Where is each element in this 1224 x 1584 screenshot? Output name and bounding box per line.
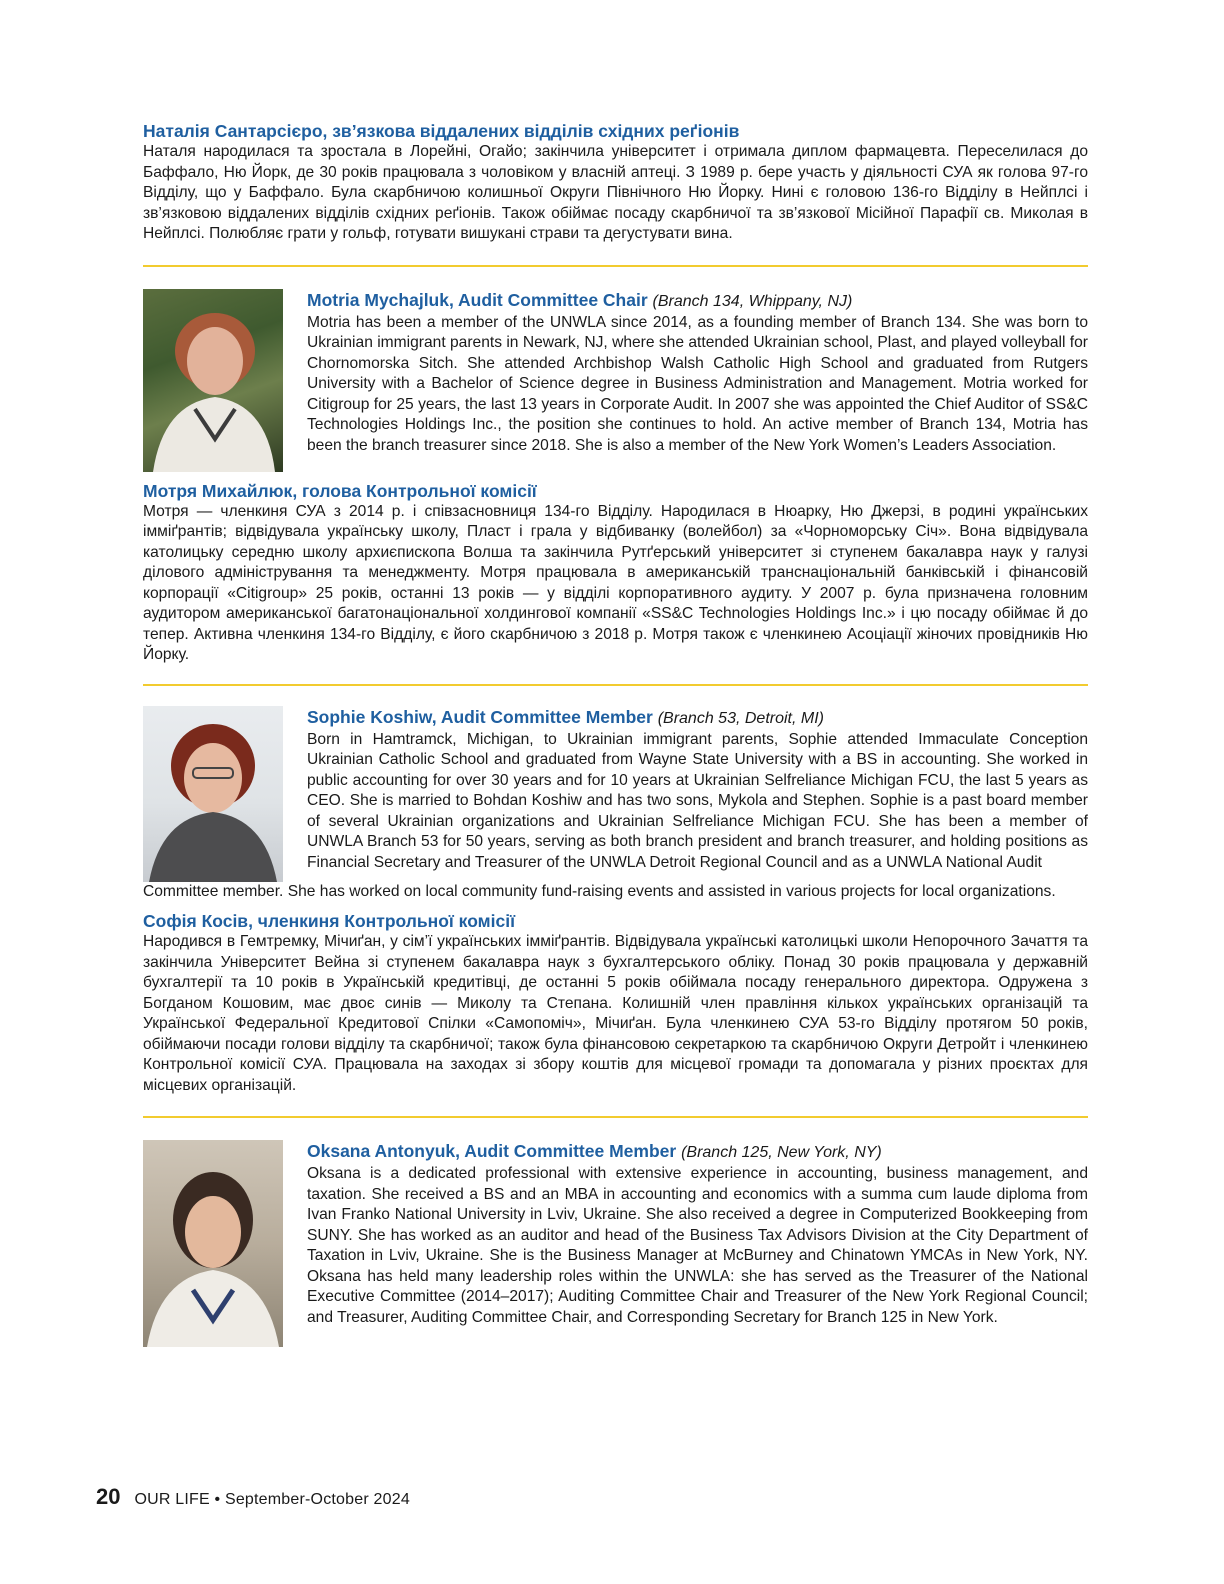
page-content xyxy=(143,120,1088,1347)
ua-heading-koshiw: Софія Косів, членкиня Контрольної комісії xyxy=(143,911,515,931)
publication-info: OUR LIFE • September-October 2024 xyxy=(134,1491,410,1508)
portrait-figure xyxy=(143,706,283,882)
bio-text-mychajluk: Motria has been a member of the UNWLA since 2014, as a founding member of Branch 134. She was born to Ukrainian immigrant parents in Newark, NJ, where she attended Ukrainian school, Plast, and played volleyball for Chornomorska Sitch. She attended Archbishop Walsh Catholic High School and graduated from Rutgers University with a Bachelor of Science degree in Business Administration and Management. Motria worked for Citigroup for 25 years, the last 13 years in Corporate Audit. In 2007 she was appointed the Chief Auditor of SS&C Technologies Holdings Inc., the position she continues to hold. An active member of Branch 134, Motria has been the branch treasurer since 2018. She is also a member of the New York Women’s Leaders Association. xyxy=(307,313,1088,454)
branch-label-antonyuk: (Branch 125, New York, NY) xyxy=(681,1144,882,1161)
page-footer xyxy=(96,1484,410,1510)
portrait-photo-koshiw xyxy=(143,706,283,882)
profile-heading-mychajluk xyxy=(307,289,1088,313)
profile-name-mychajluk: Motria Mychajluk, Audit Committee Chair xyxy=(307,289,648,310)
divider-rule xyxy=(143,265,1088,267)
bio-text-koshiw-continued: Committee member. She has worked on local community fund-raising events and assisted in various projects for local organizations. xyxy=(143,882,1056,900)
profile-koshiw xyxy=(143,706,1088,882)
branch-label-mychajluk: (Branch 134, Whippany, NJ) xyxy=(652,292,853,310)
portrait-figure xyxy=(143,289,283,472)
bio-block-mychajluk xyxy=(307,289,1088,472)
ua-heading-mychajluk: Мотря Михайлюк, голова Контрольної комісії xyxy=(143,480,537,501)
profile-name-antonyuk: Oksana Antonyuk, Audit Committee Member xyxy=(307,1141,677,1161)
profile-heading-antonyuk xyxy=(307,1140,1088,1164)
divider-rule xyxy=(143,1116,1088,1118)
ua-bio-text-koshiw: Народився в Гемтремку, Мічиґан, у сім’ї українських імміґрантів. Відвідувала українські католицькі школи Непорочного Зачаття та закінчила Університет Вейна зі ступенем бакалавра наук з бухгалтерського обліку. Понад 30 років працювала у державній бухгалтерії та 10 років в Українській кредитівці, де останні 5 років обіймала посаду генерального директора. Одружена з Богданом Кошовим, має двоє синів — Миколу та Степана. Колишній член правління кількох українських організацій та Української Федеральної Кредитової Спілки «Самопоміч», Мічиґан. Була членкинею СУА 53-го Відділу протягом 50 років, обіймаючи посади голови відділу та скарбничої; також була фінансовою секретаркою та скарбничою Округи Детройт і членкинею Контрольної комісії СУА. Працювала на заходах зі збору коштів для місцевої громади та допомагала у різних проєктах для місцевих організацій. xyxy=(143,933,1088,1094)
profile-mychajluk xyxy=(143,289,1088,472)
profile-antonyuk xyxy=(143,1140,1088,1347)
ua-bio-text-mychajluk: Мотря — членкиня СУА з 2014 р. і співзасновниця 134-го Відділу. Народилася в Нюарку, Ню Джерзі, в родині українських імміґрантів; відвідувала українську школу, Пласт і грала у відбиванку (волейбол) за «Чорноморську Січ». Вона відвідувала католицьку середню школу архиєпископа Волша та закінчила Рутґерський університет зі ступенем бакалавра наук у галузі ділового адміністрування та менеджменту. Мотря працювала в американській транснаціональній банківській і фінансовій корпорації «Citigroup» 25 років, останні 13 років — у відділі корпоративного аудиту. У 2007 р. була призначена головним аудитором американської багатонаціональної холдингової компанії «SS&C Technologies Holdings Inc.» і цю посаду обіймає й до тепер. Активна членкиня 134-го Відділу, є його скарбничою з 2018 р. Мотря також є членкинею Асоціації жіночих провідників Ню Йорку. xyxy=(143,502,1088,663)
bio-text-antonyuk: Oksana is a dedicated professional with extensive experience in accounting, business management, and taxation. She received a BS and an MBA in accounting and economics with a summa cum laude diploma from Ivan Franko National University in Lviv, Ukraine. She also received a degree in Computerized Bookkeeping from SUNY. She has worked as an auditor and head of the Business Tax Advisors Division at the City Department of Taxation in Lviv, Ukraine. She is the Business Manager at McBurney and Chinatown YMCAs in New York, NY. Oksana has held many leadership roles within the UNWLA: she has served as the Treasurer of the National Executive Committee (2014–2017); Auditing Committee Chair and Treasurer of the New York Regional Council; and Treasurer, Auditing Committee Chair, and Corresponding Secretary for Branch 125 in New York. xyxy=(307,1165,1088,1326)
portrait-figure xyxy=(143,1140,283,1347)
bio-block-koshiw xyxy=(307,706,1088,882)
portrait-photo-antonyuk xyxy=(143,1140,283,1347)
bio-block-antonyuk xyxy=(307,1140,1088,1347)
profile-name-koshiw: Sophie Koshiw, Audit Committee Member xyxy=(307,706,653,727)
divider-rule xyxy=(143,684,1088,686)
section-heading-santarsiero: Наталія Сантарсієро, зв’язкова віддалених відділів східних реґіонів xyxy=(143,121,740,141)
bio-text-santarsiero: Наталя народилася та зростала в Лорейні, Огайо; закінчила університет і отримала диплом фармацевта. Переселилася до Баффало, Ню Йорк, де 30 років працювала з чоловіком у власній аптеці. З 1989 р. бере участь у діяльності СУА як голова 97-го Відділу, що у Баффало. Була скарбничою колишньої Округи Північного Ню Йорку. Нині є головою 136-го Відділу в Нейплсі і зв’язковою віддалених відділів східних реґіонів. Також обіймає посаду скарбничої та зв’язкової Місійної Парафії св. Миколая в Нейплсі. Полюбляє грати у гольф, готувати вишукані страви та дегустувати вина. xyxy=(143,143,1088,242)
branch-label-koshiw: (Branch 53, Detroit, MI) xyxy=(657,709,824,727)
profile-heading-koshiw xyxy=(307,706,1088,730)
portrait-photo-mychajluk xyxy=(143,289,283,472)
bio-text-koshiw: Born in Hamtramck, Michigan, to Ukrainian immigrant parents, Sophie attended Immaculate Conception Ukrainian Catholic School and graduated from Wayne State University with a BS in accounting. She worked in public accounting for over 30 years and for 10 years at Ukrainian Selfreliance Michigan FCU, the last 5 years as CEO. She is married to Bohdan Koshiw and has two sons, Mykola and Stephen. Sophie is a past board member of several Ukrainian organizations and Ukrainian Selfreliance Michigan FCU. She has been a member of UNWLA Branch 53 for 50 years, serving as both branch president and branch treasurer, and holding positions as Financial Secretary and Treasurer of the UNWLA Detroit Regional Council and as a UNWLA National Audit xyxy=(307,730,1088,871)
page-number: 20 xyxy=(96,1484,121,1509)
